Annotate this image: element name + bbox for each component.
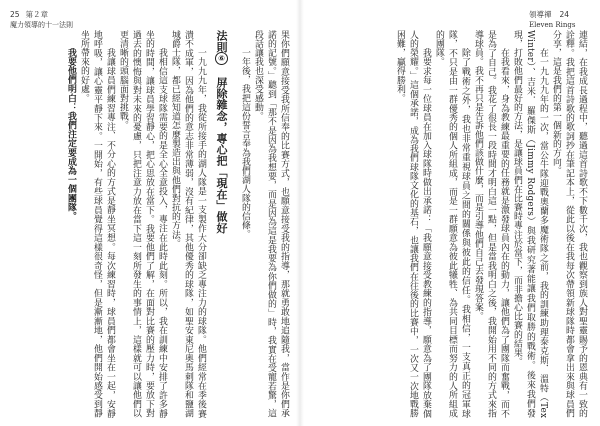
right-page [304, 0, 600, 426]
body-paragraph: 我要求每一位球員在加入球隊時做出承諾：「我願意接受教練的指導，願意為了團隊放棄個人的榮耀。」這個承諾，成為我們球隊文化的基石，也讓我們在往後的比賽中，一次又一次地戰勝困難，贏得勝利。 [395, 30, 431, 418]
rule-title: 屏除雜念，專心把「現在」做好 [215, 76, 228, 234]
book-subtitle: Eleven Rings [529, 21, 576, 29]
rule-heading [215, 30, 228, 418]
body-paragraph: 在我看來，身為教練最重要的任務就是激發球員內在的動力，讓他們為了團隊而奮戰，而不是為了自己。我花了很長一段時間才明白這一點，但是當我明白之後，我開始用不同的方式來指導球員。我不再只是告訴他們該做什麼，而是引導他們自己去發現答案。 [473, 30, 509, 418]
right-page-header [529, 10, 575, 30]
body-paragraph: 一年後，我把這份誓言奉為我們湖人隊的信條。 [240, 47, 250, 239]
rule-label: 法則 [215, 30, 228, 53]
left-page-header [10, 10, 73, 30]
left-page-body [10, 30, 290, 418]
book-gutter [296, 0, 304, 426]
chapter-subtitle: 魔力領導的十一法則 [10, 21, 73, 29]
body-paragraph: 我讓球員們練習專注、不分心的方式是靜坐冥想。每次練習時，球員們都會坐在一起，安靜地呼吸，讓心靈平靜下來。一開始，有些球員覺得這樣很奇怪，但是漸漸地，他們開始感受到靜坐所帶來的好處。 [79, 30, 115, 418]
body-paragraph: 一九九九年，我從所接手的湖人隊是一支製作大分卻缺乏專注力的球隊。他們經常在季後賽潰不成軍，因為他們的意志非常薄弱，沒有紀律，其他優秀的球隊，如聖安東尼奧馬刺隊和鹽湖城爵士隊，都已經知道怎麼製造出與他們對抗的方法。 [170, 30, 206, 418]
right-page-number: 24 [559, 10, 570, 19]
chapter-label: 第２章 [25, 10, 49, 19]
left-page-number: 25 [10, 10, 20, 19]
right-page-body [308, 30, 588, 418]
body-paragraph: 除了戰術之外，我也非常重視球員之間的關係與彼此的信任。我相信，一支真正的冠軍球隊，不只是由一群優秀的個人所組成，而是一群願意為彼此犧牲、為共同目標而努力的人所組成的團隊。 [434, 30, 470, 418]
body-paragraph: 連結，在我成長過程中，聽過這首詩歌不下數千次，我也觀察到族人對聖靈賜予的恩典有一致的詮釋。我把這首詩歌的歌詞抄在筆記本上，從此以後在我每次帶領新球隊時都會拿出來與球員們分享，這是我們的第一個新的方向。 [551, 30, 587, 418]
body-paragraph: 我相信這支球隊需要的是全心全意投入，專注在此時此刻。所以，我在訓練中安排了許多靜坐的時間，讓球員學習靜心，把心思放在當下。我要他們了解，在面對比賽的壓力時，要放下對過去的懊悔與對未來的憂慮，只把注意力放在當下這一刻所發生的事情上，這樣就可以讓他們以更清晰的頭腦面對挑戰。 [118, 30, 167, 418]
left-page [0, 0, 296, 426]
body-paragraph: 在一九九九年的一次，當公牛隊迎戰奧蘭多魔術隊之前，我的訓練助理泰克斯．溫特（Tex Winter）、吉米．羅傑斯（Jimmy Rodgers）與我研究著能讓我們取勝的戰術。後來我們發現，打敗他們最好的方法，是讓球員們在比賽時專注於當下，而非擔心比賽的結果。 [512, 30, 548, 418]
body-paragraph: 果你們願意接受我所信奉的比賽方式，也願意接受我的指導，那就勇敢地追隨我，當作是你們承諾的記號。」聽到「那不是因為我想要，而是因為這是我要為你們做的」時，我實在受寵若驚，這段話讓我也深受感動。 [253, 30, 289, 418]
book-title: 領導禪 [529, 10, 552, 19]
emphasis-paragraph: 我要他們明白：我們注定要成為一個團隊。 [66, 47, 76, 221]
rule-number-badge: ⑥ [217, 54, 226, 64]
